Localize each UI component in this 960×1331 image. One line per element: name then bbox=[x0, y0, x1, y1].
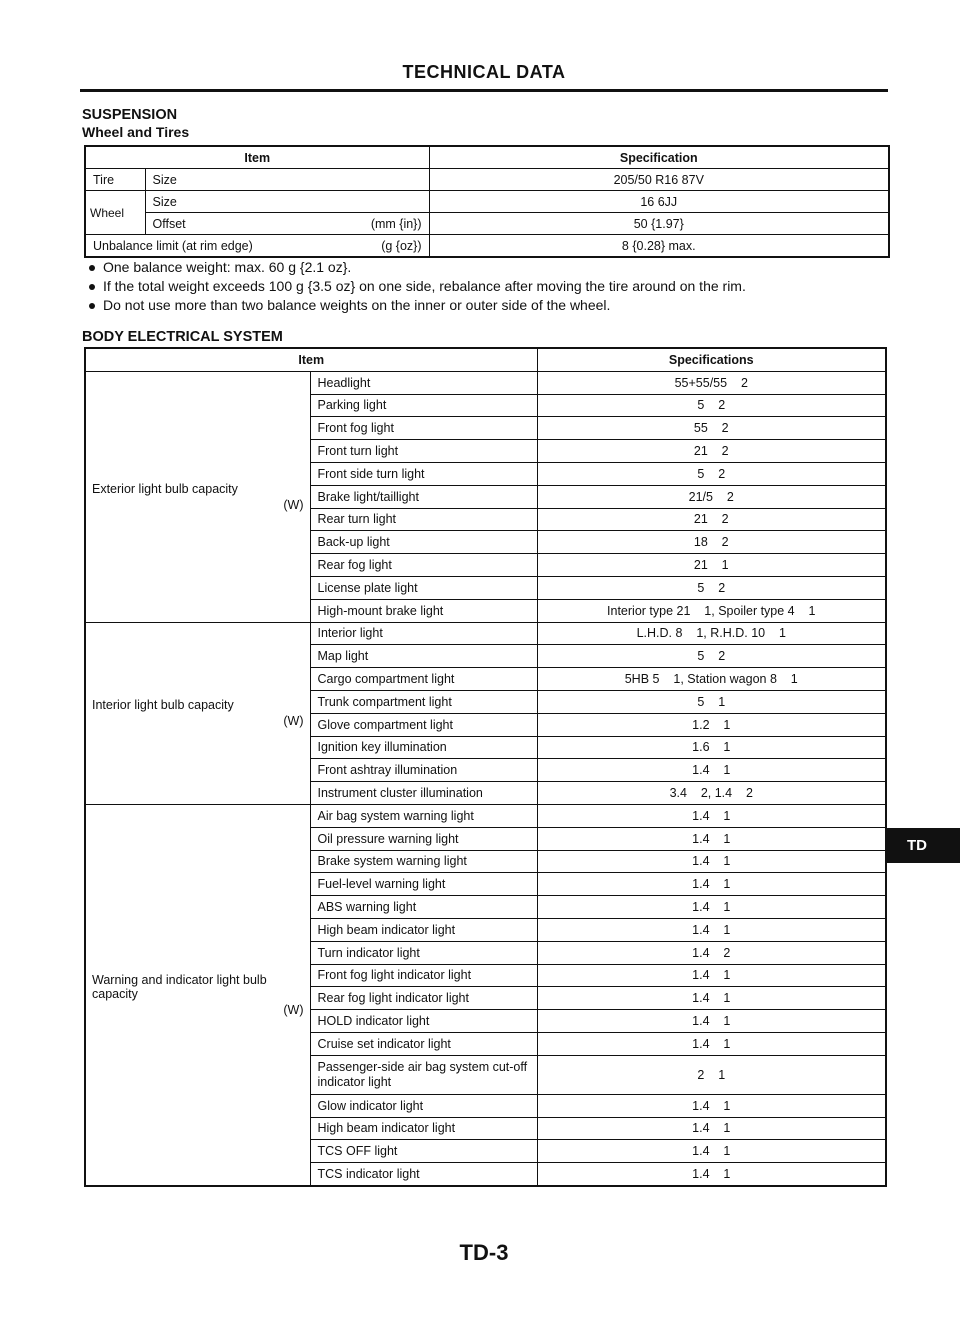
item-name: Fuel-level warning light bbox=[310, 873, 537, 896]
spec-value: 1.4 1 bbox=[537, 804, 886, 827]
item-name: High beam indicator light bbox=[310, 1117, 537, 1140]
item-name: Front fog light bbox=[310, 417, 537, 440]
item-name: Front ashtray illumination bbox=[310, 759, 537, 782]
spec-value: 1.4 1 bbox=[537, 987, 886, 1010]
table-row bbox=[85, 804, 886, 827]
spec-value: 1.4 1 bbox=[537, 827, 886, 850]
spec-value: 1.4 2 bbox=[537, 941, 886, 964]
spec-value: 1.4 1 bbox=[537, 896, 886, 919]
spec-value: 1.4 1 bbox=[537, 1140, 886, 1163]
item-name: License plate light bbox=[310, 576, 537, 599]
spec-value: 1.4 1 bbox=[537, 1010, 886, 1033]
item-name: Front side turn light bbox=[310, 462, 537, 485]
table-row bbox=[85, 169, 889, 191]
spec-value: 1.4 1 bbox=[537, 1163, 886, 1186]
unbalance-label: Unbalance limit (at rim edge) bbox=[93, 238, 253, 253]
item-name: Oil pressure warning light bbox=[310, 827, 537, 850]
unbalance-unit: (g {oz}) bbox=[381, 238, 422, 253]
group-label: Exterior light bulb capacity bbox=[92, 481, 238, 496]
spec-value: 1.4 1 bbox=[537, 873, 886, 896]
item-name: Air bag system warning light bbox=[310, 804, 537, 827]
spec-value: 1.4 1 bbox=[537, 850, 886, 873]
item-name: HOLD indicator light bbox=[310, 1010, 537, 1033]
spec-value: 1.4 1 bbox=[537, 918, 886, 941]
item-name: Cargo compartment light bbox=[310, 668, 537, 691]
section-tab-badge: TD bbox=[885, 828, 960, 863]
spec-value: 5HB 5 1, Station wagon 8 1 bbox=[537, 668, 886, 691]
spec-value: 3.4 2, 1.4 2 bbox=[537, 782, 886, 805]
spec-value: 1.4 1 bbox=[537, 759, 886, 782]
group-label-cell bbox=[85, 371, 310, 622]
spec-value: 55+55/55 2 bbox=[537, 371, 886, 394]
section-title-body-electrical: BODY ELECTRICAL SYSTEM bbox=[82, 329, 283, 345]
row-sublabel-size: Size bbox=[145, 191, 429, 213]
item-name: Headlight bbox=[310, 371, 537, 394]
item-name: TCS OFF light bbox=[310, 1140, 537, 1163]
item-name: TCS indicator light bbox=[310, 1163, 537, 1186]
subsection-title-wheel-tires: Wheel and Tires bbox=[82, 124, 190, 140]
spec-value: 21 2 bbox=[537, 508, 886, 531]
spec-value: 5 2 bbox=[537, 645, 886, 668]
group-unit: (W) bbox=[283, 1002, 304, 1017]
section-title-suspension: SUSPENSION bbox=[82, 107, 178, 123]
table-header-row bbox=[85, 146, 889, 169]
spec-value: 21/5 2 bbox=[537, 485, 886, 508]
table-header-row bbox=[85, 348, 886, 371]
table-row bbox=[85, 213, 889, 235]
item-name: Cruise set indicator light bbox=[310, 1032, 537, 1055]
item-name: Passenger-side air bag system cut-off indicator light bbox=[310, 1055, 537, 1094]
item-name: High beam indicator light bbox=[310, 918, 537, 941]
column-header-item: Item bbox=[85, 146, 429, 169]
row-sublabel-offset bbox=[145, 213, 429, 235]
spec-value: 8 {0.28} max. bbox=[429, 235, 889, 258]
item-name: ABS warning light bbox=[310, 896, 537, 919]
spec-value: 21 2 bbox=[537, 440, 886, 463]
spec-value: 21 1 bbox=[537, 554, 886, 577]
table-row bbox=[85, 191, 889, 213]
item-name: Map light bbox=[310, 645, 537, 668]
offset-label: Offset bbox=[152, 216, 186, 231]
spec-value: 5 2 bbox=[537, 394, 886, 417]
row-label-wheel: Wheel bbox=[85, 191, 145, 235]
group-unit: (W) bbox=[283, 497, 304, 512]
spec-value: 1.4 1 bbox=[537, 964, 886, 987]
spec-value: 205/50 R16 87V bbox=[429, 169, 889, 191]
row-label-tire: Tire bbox=[85, 169, 145, 191]
group-label: Warning and indicator light bulb capacity bbox=[92, 972, 267, 1001]
column-header-spec: Specifications bbox=[537, 348, 886, 371]
wheel-tires-table bbox=[84, 145, 890, 258]
item-name: Rear turn light bbox=[310, 508, 537, 531]
item-name: Front fog light indicator light bbox=[310, 964, 537, 987]
table-row bbox=[85, 371, 886, 394]
item-name: Interior light bbox=[310, 622, 537, 645]
column-header-spec: Specification bbox=[429, 146, 889, 169]
note-item: If the total weight exceeds 100 g {3.5 oz} on one side, rebalance after moving the tire around on the rim. bbox=[84, 277, 884, 296]
body-electrical-table bbox=[84, 347, 887, 1187]
row-label-unbalance bbox=[85, 235, 429, 258]
spec-value: 1.4 1 bbox=[537, 1094, 886, 1117]
column-header-item: Item bbox=[85, 348, 537, 371]
item-name: High-mount brake light bbox=[310, 599, 537, 622]
spec-value: 2 1 bbox=[537, 1055, 886, 1094]
item-name: Glove compartment light bbox=[310, 713, 537, 736]
spec-value: 5 2 bbox=[537, 462, 886, 485]
item-name: Parking light bbox=[310, 394, 537, 417]
spec-value: 16 6JJ bbox=[429, 191, 889, 213]
header-rule bbox=[80, 89, 888, 92]
spec-value: 1.2 1 bbox=[537, 713, 886, 736]
item-name: Back-up light bbox=[310, 531, 537, 554]
note-item: Do not use more than two balance weights on the inner or outer side of the wheel. bbox=[84, 296, 884, 315]
item-name: Turn indicator light bbox=[310, 941, 537, 964]
item-name: Brake light/taillight bbox=[310, 485, 537, 508]
spec-value: 5 1 bbox=[537, 690, 886, 713]
balance-notes bbox=[84, 258, 884, 315]
spec-value: L.H.D. 8 1, R.H.D. 10 1 bbox=[537, 622, 886, 645]
spec-value: 1.4 1 bbox=[537, 1117, 886, 1140]
item-name: Ignition key illumination bbox=[310, 736, 537, 759]
item-name: Rear fog light bbox=[310, 554, 537, 577]
item-name: Instrument cluster illumination bbox=[310, 782, 537, 805]
item-name: Trunk compartment light bbox=[310, 690, 537, 713]
group-label: Interior light bulb capacity bbox=[92, 698, 234, 713]
group-label-cell bbox=[85, 622, 310, 804]
item-name: Glow indicator light bbox=[310, 1094, 537, 1117]
page-title: TECHNICAL DATA bbox=[402, 62, 566, 82]
table-row bbox=[85, 622, 886, 645]
spec-value: 5 2 bbox=[537, 576, 886, 599]
note-item: One balance weight: max. 60 g {2.1 oz}. bbox=[84, 258, 884, 277]
offset-unit: (mm {in}) bbox=[370, 216, 422, 231]
page-number: TD-3 bbox=[459, 1240, 509, 1265]
spec-value: Interior type 21 1, Spoiler type 4 1 bbox=[537, 599, 886, 622]
group-unit: (W) bbox=[283, 714, 304, 729]
row-sublabel-size: Size bbox=[145, 169, 429, 191]
item-name: Front turn light bbox=[310, 440, 537, 463]
body-electrical-rows bbox=[85, 371, 886, 1186]
spec-value: 1.4 1 bbox=[537, 1032, 886, 1055]
table-row bbox=[85, 235, 889, 258]
spec-value: 55 2 bbox=[537, 417, 886, 440]
item-name: Rear fog light indicator light bbox=[310, 987, 537, 1010]
spec-value: 1.6 1 bbox=[537, 736, 886, 759]
spec-value: 50 {1.97} bbox=[429, 213, 889, 235]
group-label-cell bbox=[85, 804, 310, 1185]
item-name: Brake system warning light bbox=[310, 850, 537, 873]
spec-value: 18 2 bbox=[537, 531, 886, 554]
